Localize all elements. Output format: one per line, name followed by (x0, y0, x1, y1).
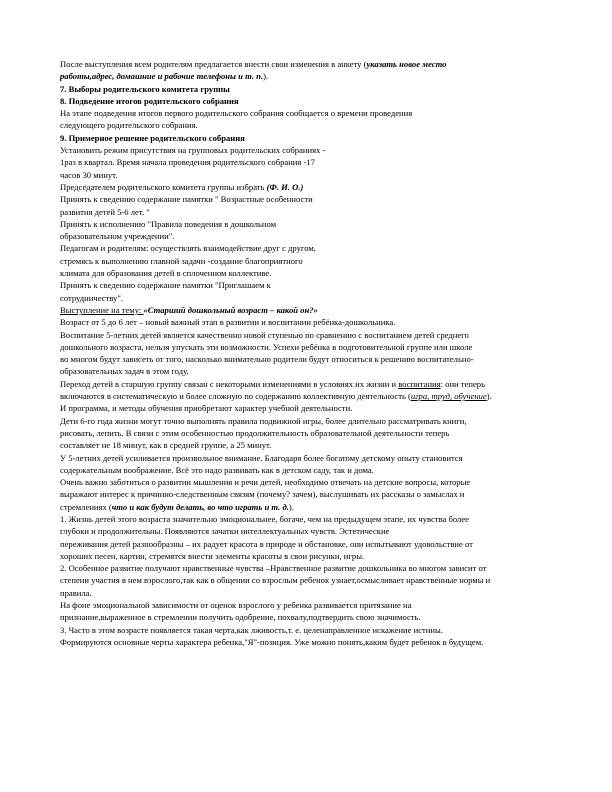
text-segment: ). (486, 391, 492, 402)
text-segment: включаются в систематическую и более сложную по содержанию коллективную деятельность ( (60, 391, 411, 402)
text-line (60, 58, 552, 70)
text-segment: И программа, и методы обучения приобретают характер учебной деятельности. (60, 403, 353, 414)
text-segment: 1раз в квартал. Время начала проведения родительского собрания -17 (60, 157, 315, 168)
text-segment: У 5-летних детей усиливается произвольное внимание. Благодаря более богатому детскому опыту становится (60, 452, 463, 463)
text-line (60, 341, 552, 353)
text-line (60, 538, 552, 550)
text-line (60, 378, 552, 390)
text-line (60, 119, 552, 131)
text-line (60, 353, 552, 365)
text-segment: степени участия в нем взрослого,так как в общении со взрослым ребенок узнает,осмысливает нравственные нормы и (60, 575, 491, 586)
text-line (60, 390, 552, 402)
text-line (60, 574, 552, 586)
text-segment: Выступление на тему: (60, 304, 144, 315)
text-segment: 9. Примерное решение родительского собрания (60, 132, 245, 143)
text-segment: следующего родительского собрания. (60, 120, 198, 131)
text-line (60, 267, 552, 279)
text-segment: На этапе подведения итогов первого родительского собрания сообщается о времени проведения (60, 108, 413, 119)
text-line (60, 329, 552, 341)
text-segment: указать новое место (366, 59, 447, 69)
text-segment: правила. (60, 587, 92, 598)
text-segment: 2. Особенное развитие получают нравственные чувства –Нравственное развитие дошкольника во многом зависит от (60, 563, 487, 574)
text-line (60, 513, 552, 525)
text-segment: Принять к исполнению "Правила поведения в дошкольном (60, 218, 277, 229)
text-segment: стремясь к выполнению главной задачи -создание благоприятного (60, 255, 303, 266)
text-line (60, 230, 552, 242)
text-segment: Установить режим присутствия на групповых родительских собраниях - (60, 145, 326, 156)
text-segment: признание,выраженное в стремлении получить одобрение, похвалу,подтвердить свою значимость. (60, 612, 421, 623)
text-segment: Принять к сведению содержание памятки "Приглашаем к (60, 280, 271, 291)
text-line (60, 464, 552, 476)
text-line (60, 107, 552, 119)
text-line (60, 304, 552, 316)
text-line (60, 156, 552, 168)
text-line (60, 587, 552, 599)
text-line (60, 439, 552, 451)
text-segment: глубоки и продолжительны. Появляются зачатки интеллектуальных чувств. Эстетические (60, 526, 390, 537)
text-segment: ). (263, 71, 269, 82)
text-line (60, 488, 552, 500)
text-line (60, 636, 552, 648)
text-segment: развития детей 5-6 лет. " (60, 206, 150, 217)
text-segment: составляет не 18 минут, как в средней группе, а 25 минут. (60, 440, 272, 451)
text-segment: образовательном учреждении". (60, 231, 175, 242)
text-line (60, 193, 552, 205)
text-segment: Формируются основные черты характера ребенка,"Я"-позиция. Уже можно понять,каким будет ребенок в будущем. (60, 636, 484, 647)
text-segment: (Ф. И. О.) (266, 181, 304, 192)
text-segment: На фоне эмоциональной зависимости от оценок взрослого у ребенка развивается притязание на (60, 600, 412, 611)
text-segment: содержательным воображение. Всё это надо развивать как в детском саду, так и дома. (60, 464, 374, 475)
text-segment: Очень важно заботиться о развитии мышления и речи детей, необходимо отвечать на детские вопросы, которые (60, 477, 471, 488)
text-segment: Педагогам и родителям: осуществлять взаимодействие друг с другом, (60, 243, 316, 254)
text-segment: воспитания (398, 378, 441, 389)
document-page (60, 58, 552, 648)
text-segment: игра, труд, обучение (410, 391, 487, 402)
text-segment: : они теперь (440, 378, 485, 389)
text-line (60, 501, 552, 513)
text-segment: во многом будут зависеть от того, насколько внимательно родители будут относиться к решению воспитательно- (60, 354, 474, 365)
text-line (60, 452, 552, 464)
text-segment: что и как будут делать, во что играть и т. д. (111, 501, 289, 512)
text-segment: сотрудничеству". (60, 292, 124, 303)
text-segment: Принять к сведению содержание памятки " Возрастные особенности (60, 194, 313, 205)
text-segment: стремлениях ( (60, 501, 112, 512)
text-segment: образовательных задач в этом году. (60, 366, 189, 377)
text-line (60, 206, 552, 218)
text-line (60, 562, 552, 574)
text-segment: хороших песен, картин, стремятся внести элементы красоты в свои рисунки, игры. (60, 550, 365, 561)
text-line (60, 402, 552, 414)
text-line (60, 218, 552, 230)
text-line (60, 279, 552, 291)
text-segment: климата для образования детей в сплоченном коллективе. (60, 268, 272, 279)
text-segment: 3. Часто в этом возрасте появляется такая черта,как лживость,т. е. целенаправленное искажение истины. (60, 624, 443, 635)
text-line (60, 95, 552, 107)
text-line (60, 316, 552, 328)
text-line (60, 292, 552, 304)
text-line (60, 476, 552, 488)
text-line (60, 181, 552, 193)
text-line (60, 132, 552, 144)
text-segment: Дети 6-го года жизни могут точно выполнять правила подвижной игры, более длительно рассматривать книги, (60, 415, 467, 426)
text-segment: «Старший дошкольный возраст – какой он?» (143, 304, 318, 315)
text-segment: рисовать, лепить. В связи с этим особенностью продолжительность образовательной деятельности теперь (60, 427, 450, 438)
text-segment: работы,адрес, домашние и рабочие телефоны и т. п. (60, 71, 264, 82)
text-line (60, 255, 552, 267)
text-segment: ). (288, 501, 294, 512)
text-segment: часов 30 минут. (60, 169, 118, 180)
text-line (60, 144, 552, 156)
text-segment: 8. Подведение итогов родительского собрания (60, 95, 239, 106)
text-segment: Переход детей в старшую группу связан с некоторыми изменениями в условиях их жизни и (60, 378, 399, 389)
text-line (60, 365, 552, 377)
text-line (60, 599, 552, 611)
text-segment: После выступления всем родителям предлагается внести свои изменения в анкету ( (60, 59, 367, 69)
text-segment: переживания детей разнообразны – их радует красота в природе и обстановке, они испытывают удовольствие от (60, 538, 473, 549)
text-line (60, 550, 552, 562)
text-line (60, 242, 552, 254)
text-line (60, 611, 552, 623)
text-segment: 7. Выборы родительского комитета группы (60, 83, 230, 94)
text-line (60, 624, 552, 636)
text-line (60, 169, 552, 181)
text-segment: Воспитание 5-летних детей является качественно новой ступенью по сравнению с воспитанием детей среднего (60, 329, 469, 340)
text-segment: Возраст от 5 до 6 лет – новый важный этап в развитии и воспитании ребёнка-дошкольника. (60, 317, 396, 328)
text-segment: 1. Жизнь детей этого возраста значительно эмоциональнее, богаче, чем на предыдущем этапе, их чувства более (60, 513, 469, 524)
text-line (60, 83, 552, 95)
text-line (60, 525, 552, 537)
text-segment: Председателем родительского комитета группы избрать (60, 181, 267, 192)
text-line (60, 427, 552, 439)
text-line (60, 70, 552, 82)
text-segment: выражают интерес к причинно-следственным связям (почему? зачем), выслушивать их рассказы о замыслах и (60, 489, 465, 500)
text-line (60, 415, 552, 427)
text-segment: дошкольного возраста, нельзя упускать эти возможности. Успехи ребёнка в подготовительной группе или школе (60, 341, 473, 352)
